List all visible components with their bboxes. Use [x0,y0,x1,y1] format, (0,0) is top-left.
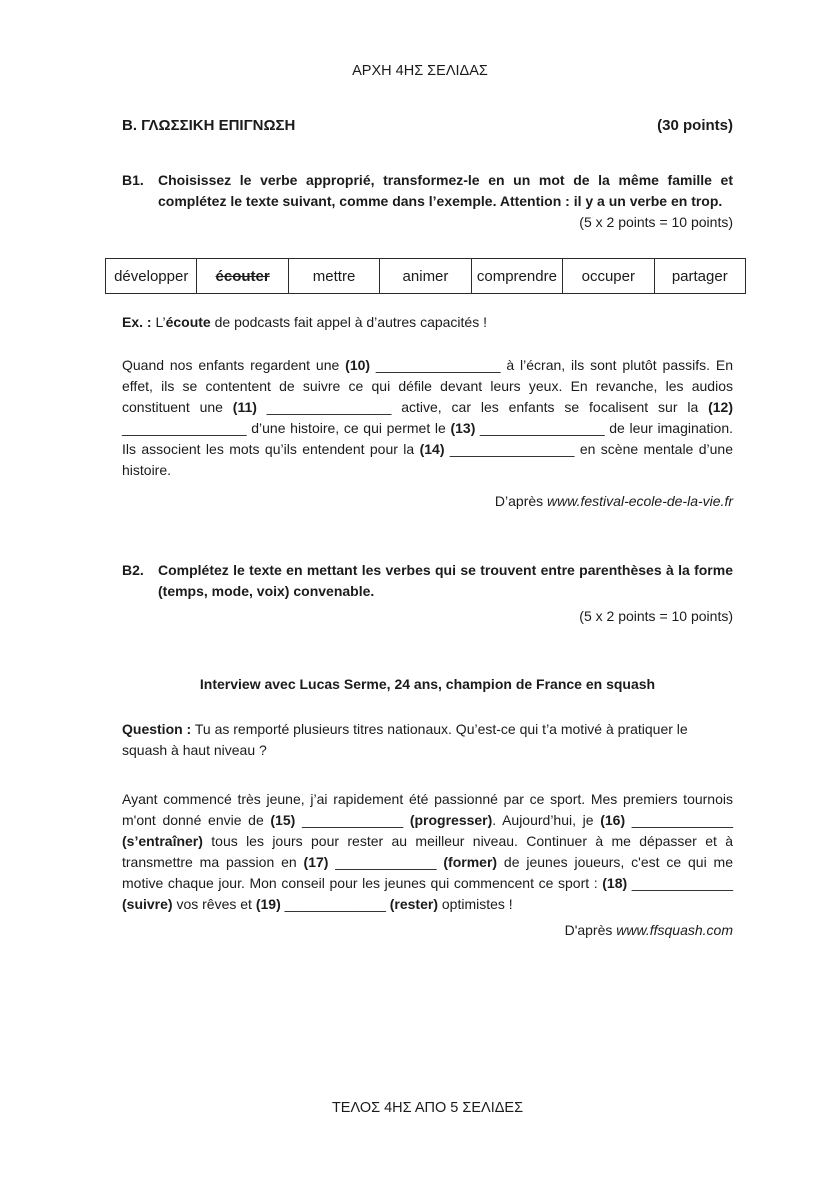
verb-table [105,258,746,294]
verb-cell: comprendre [471,259,562,294]
b1-gap-text: Quand nos enfants regardent une (10) ________________ à l’écran, ils sont plutôt passifs. En effet, ils se contentent de suivre ce qui défile devant leurs yeux. En revanche, les audios constituent une (11) ________________ active, car les enfants se focalisent sur la (12) ________________ d’une histoire, ce qui permet le (13) ________________ de leur imagination. Ils associent les mots qu’ils entendent pour la (14) ________________ en scène mentale d’une histoire. [122,357,733,478]
b1-example: Ex. : L’écoute de podcasts fait appel à d’autres capacités ! [122,314,487,330]
page-content [0,115,840,941]
b2-gap-text: Ayant commencé très jeune, j’ai rapidement été passionné par ce sport. Mes premiers tournois m'ont donné envie de (15) _____________ (progresser). Aujourd’hui, je (16) _____________ (s’entraîner) tous les jours pour rester au meilleur niveau. Continuer à me dépasser et à transmettre ma passion en (17) _____________ (former) de jeunes joueurs, c'est ce qui me motive chaque jour. Mon conseil pour les jeunes qui commencent ce sport : (18) _____________ (suivre) vos rêves et (19) _____________ (rester) optimistes ! [122,791,733,912]
section-b-row [122,115,733,136]
verb-cell: mettre [288,259,379,294]
section-title: Β. ΓΛΩΣΣΙΚΗ ΕΠΙΓΝΩΣΗ [122,117,296,134]
b2-points: (5 x 2 points = 10 points) [579,608,733,624]
verb-table-row [106,259,746,294]
verb-cell: occuper [563,259,654,294]
source-url: www.ffsquash.com [616,922,733,938]
section-points: (30 points) [657,117,733,134]
b2-question: Question : Tu as remporté plusieurs titres nationaux. Qu’est-ce qui t’a motivé à pratiquer le squash à haut niveau ? [122,721,688,758]
b1-label: B1. [122,172,144,188]
b2-instruction: Complétez le texte en mettant les verbes qui se trouvent entre parenthèses à la forme (temps, mode, voix) convenable. [158,562,733,599]
source-url: www.festival-ecole-de-la-vie.fr [547,493,733,509]
page-footer: ΤΕΛΟΣ 4ΗΣ ΑΠΟ 5 ΣΕΛΙΔΕΣ [331,1100,524,1116]
verb-cell-struck: écouter [197,259,288,294]
interview-title: Interview avec Lucas Serme, 24 ans, champion de France en squash [199,676,656,692]
verb-cell: partager [654,259,745,294]
verb-cell: animer [380,259,471,294]
b1-source [122,491,733,512]
source-prefix: D’après [494,493,548,509]
source-prefix: D'après [564,922,617,938]
b2-source [122,920,733,941]
verb-cell: développer [106,259,197,294]
b2-block [122,560,733,602]
b2-label: B2. [122,562,144,578]
b1-block [122,170,733,212]
page-header: ΑΡΧΗ 4ΗΣ ΣΕΛΙΔΑΣ [352,63,488,79]
b1-points: (5 x 2 points = 10 points) [579,214,733,230]
b1-instruction: Choisissez le verbe approprié, transformez-le en un mot de la même famille et complétez le texte suivant, comme dans l’exemple. Attention : il y a un verbe en trop. [158,172,733,209]
